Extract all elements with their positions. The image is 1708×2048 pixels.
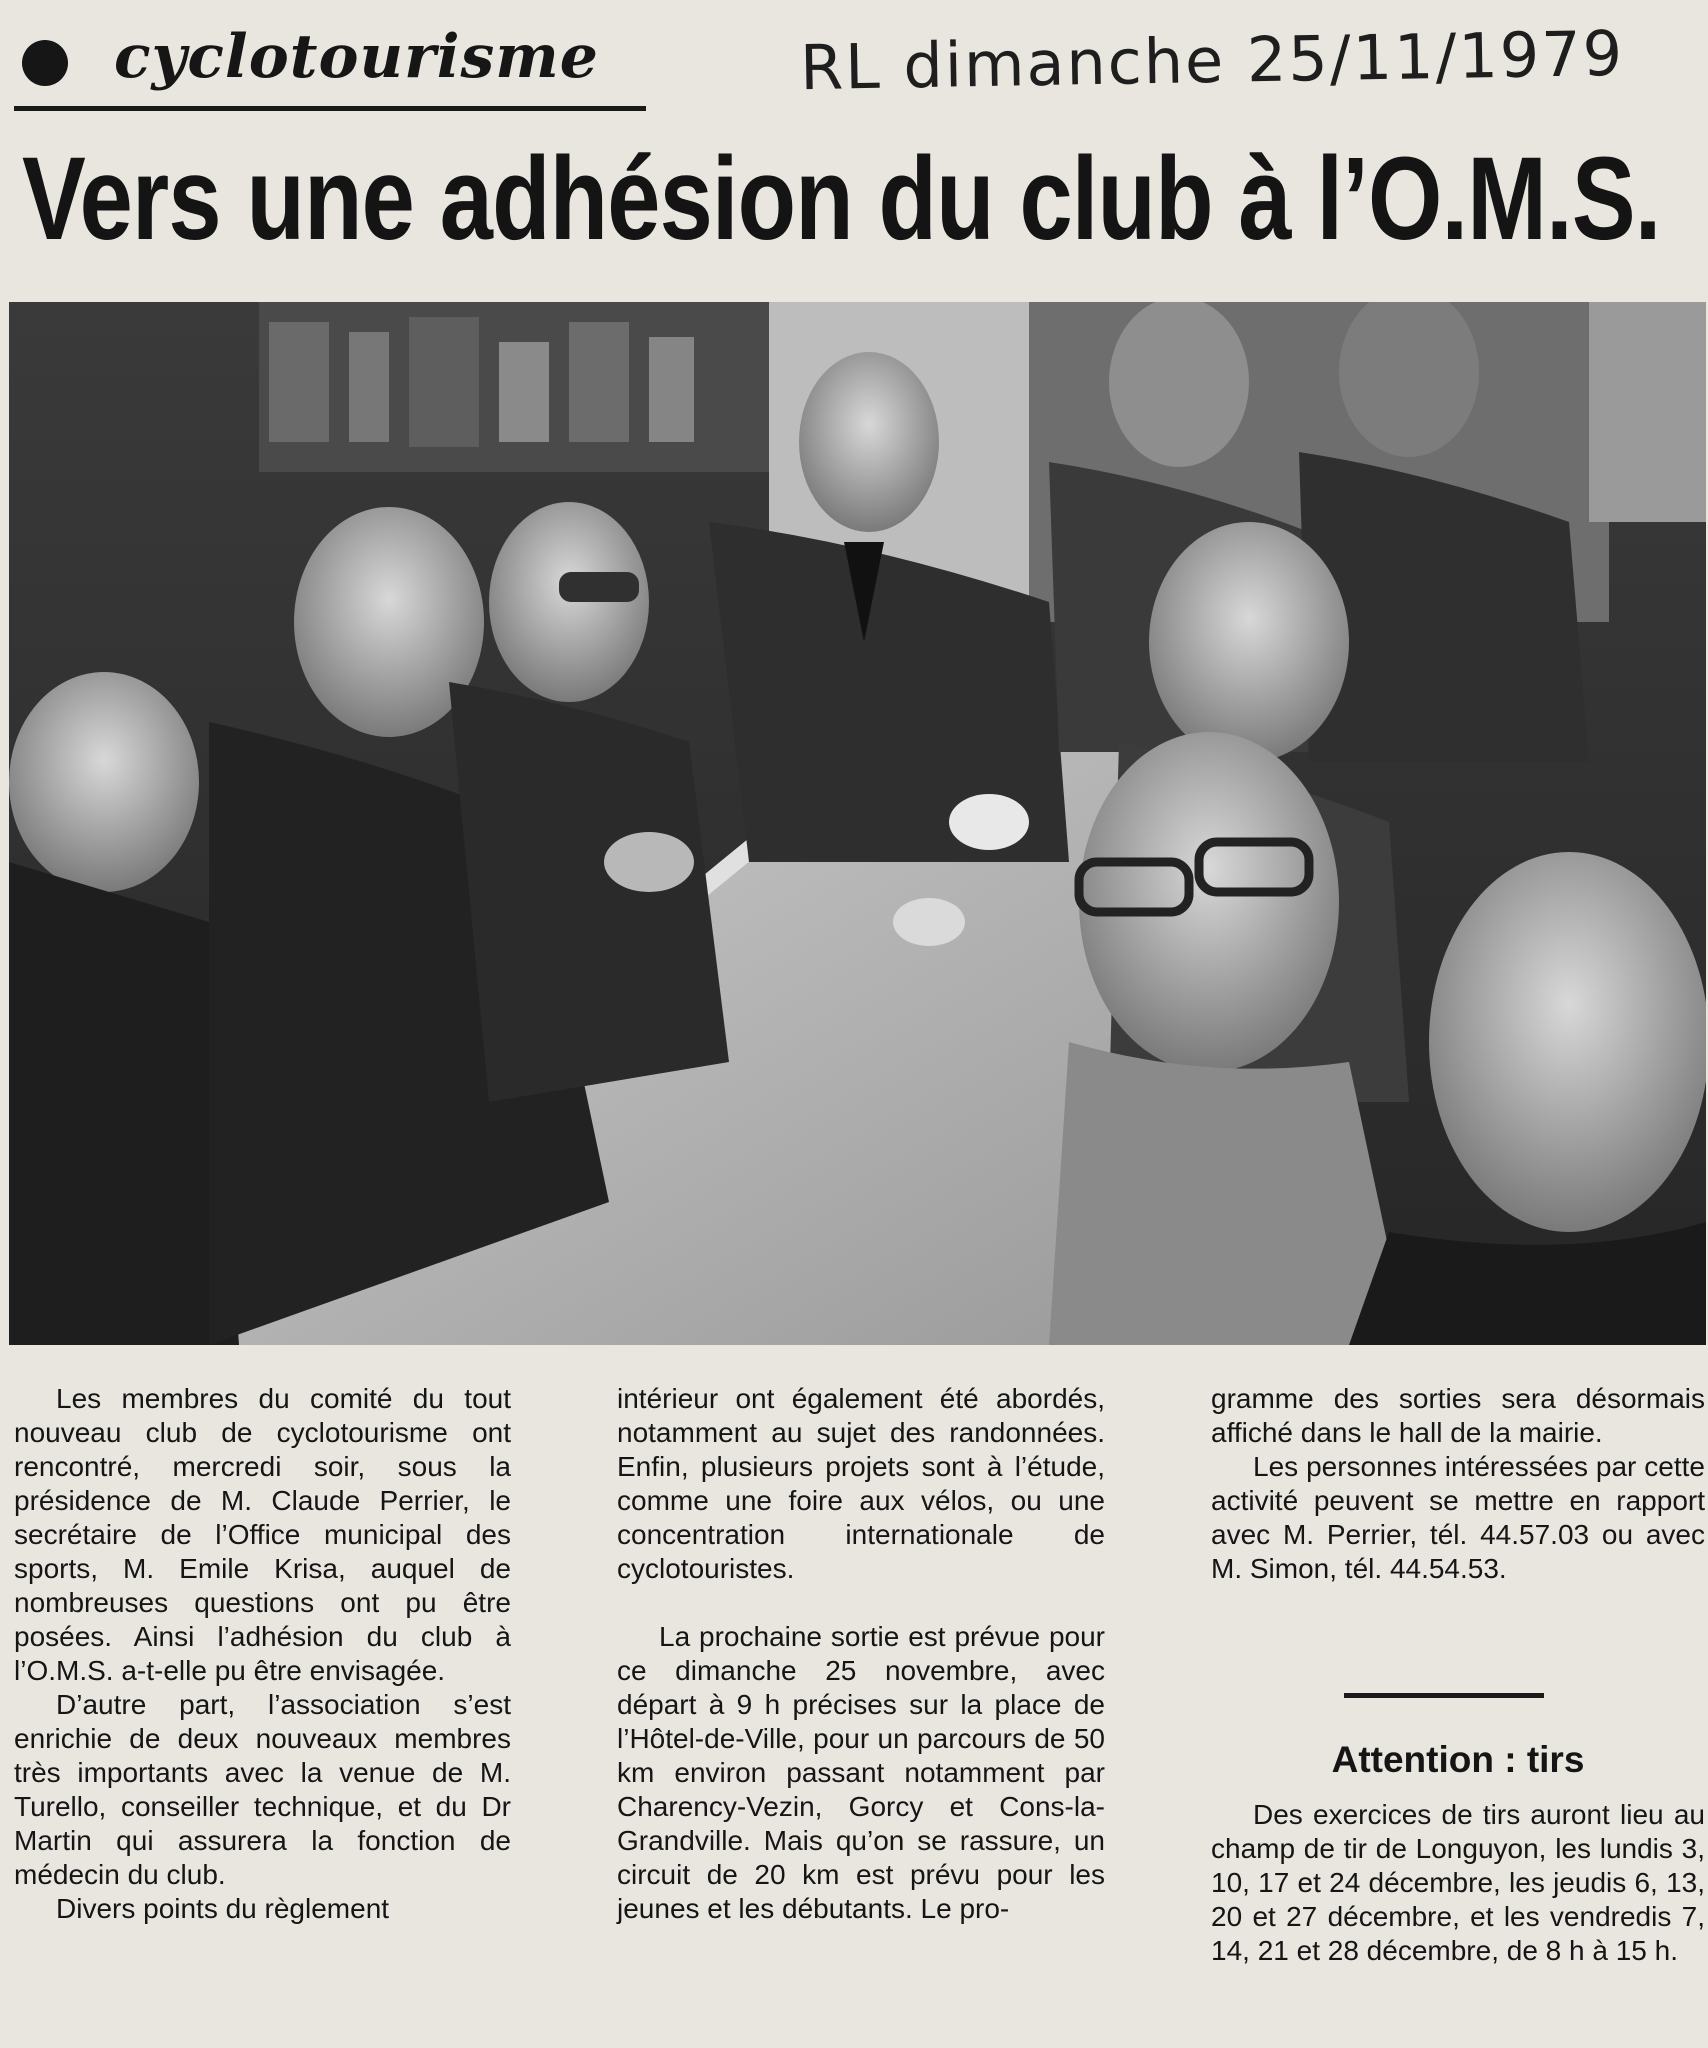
article-column-2 [617, 1382, 1105, 1926]
notice-body [1211, 1798, 1705, 1968]
section-rubric [14, 14, 646, 111]
article-photo [9, 302, 1706, 1345]
article-column-3 [1211, 1382, 1705, 1586]
paragraph: Divers points du règlement [56, 1893, 390, 1924]
section-label: cyclotourisme [114, 22, 599, 92]
article-headline: Vers une adhésion du club à l’O.M.S. [22, 133, 1661, 265]
paragraph: intérieur ont également été abordés, notamment au sujet des randonnées. Enfin, plusieurs projets sont à l’étude, comme une foire aux vélos, ou une concentration internationale de cyclotouristes. [617, 1383, 1105, 1584]
article-column-1 [14, 1382, 511, 1926]
notice-title: Attention : tirs [1331, 1739, 1585, 1780]
column-divider-rule [1344, 1693, 1544, 1698]
paragraph: Les membres du comité du tout nouveau club de cyclotourisme ont rencontré, mercredi soir, sous la présidence de M. Claude Perrier, le secrétaire de l’Office municipal des sports, M. Emile Krisa, auquel de nombreuses questions ont pu être posées. Ainsi l’adhésion du club à l’O.M.S. a-t-elle pu être envisagée. [14, 1383, 511, 1686]
paragraph: D’autre part, l’association s’est enrichie de deux nouveaux membres très importants avec la venue de M. Turello, conseiller technique, et du Dr Martin qui assurera la fonction de médecin du club. [14, 1689, 511, 1890]
bullet-dot-icon [22, 40, 68, 86]
meeting-photo-illustration [9, 302, 1706, 1345]
paragraph: La prochaine sortie est prévue pour ce dimanche 25 novembre, avec départ à 9 h précises sur la place de l’Hôtel-de-Ville, pour un parcours de 50 km environ passant notamment par Charency-Vezin, Gorcy et Cons-la-Grandville. Mais qu’on se rassure, un circuit de 20 km est prévu pour les jeunes et les débutants. Le pro- [617, 1621, 1105, 1924]
paragraph: Les personnes intéressées par cette activité peuvent se mettre en rapport avec M. Perrier, tél. 44.57.03 ou avec M. Simon, tél. 44.54.53. [1211, 1451, 1705, 1584]
paragraph: gramme des sorties sera désormais affiché dans le hall de la mairie. [1211, 1383, 1705, 1448]
handwritten-date-note: RL dimanche 25/11/1979 [799, 16, 1625, 105]
paragraph: Des exercices de tirs auront lieu au champ de tir de Longuyon, les lundis 3, 10, 17 et 24 décembre, les jeudis 6, 13, 20 et 27 décembre, et les vendredis 7, 14, 21 et 28 décembre, de 8 h à 15 h. [1211, 1799, 1705, 1966]
